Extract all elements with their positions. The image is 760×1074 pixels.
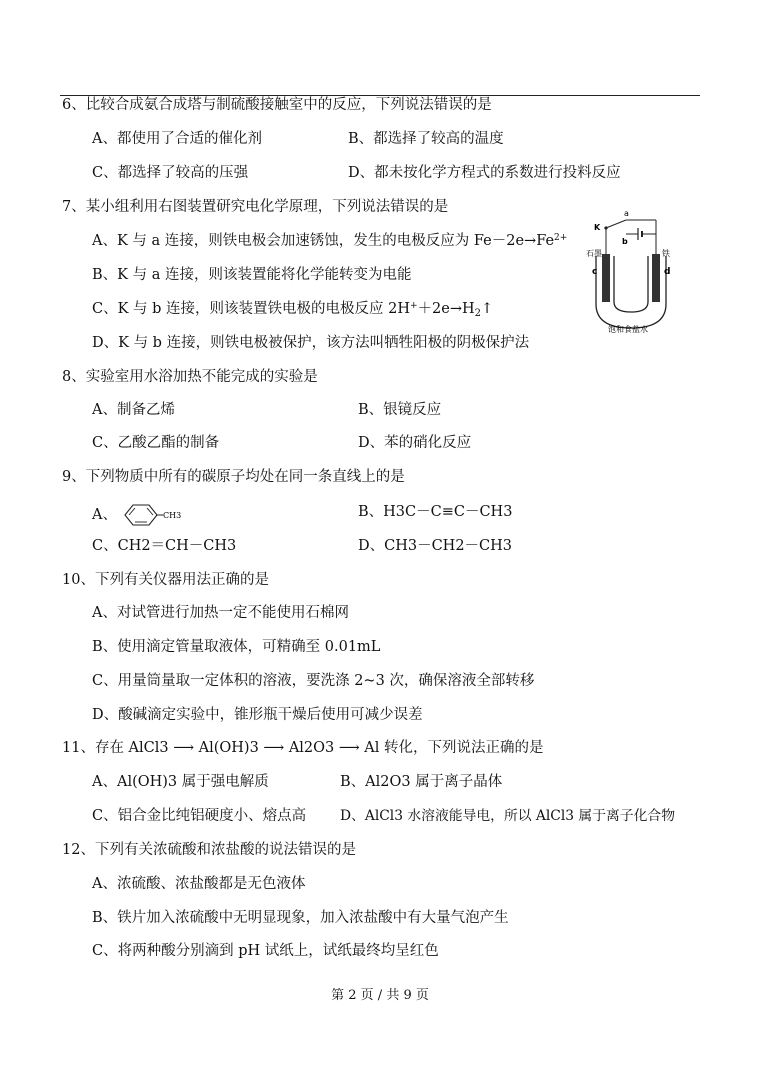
- q6-stem: 6、比较合成氨合成塔与制硫酸接触室中的反应，下列说法错误的是: [62, 97, 492, 113]
- q10-stem: 10、下列有关仪器用法正确的是: [62, 572, 269, 588]
- electrochem-cell-diagram: [586, 204, 696, 334]
- q9-option-c: C、CH2＝CH－CH3: [92, 538, 237, 554]
- q8-option-c: C、乙酸乙酯的制备: [92, 435, 220, 451]
- q7-option-a: A、K 与 a 连接，则铁电极会加速锈蚀，发生的电极反应为 $Fe-2e\to Fe^{2+}$: [92, 233, 568, 249]
- q12-option-b: B、铁片加入浓硫酸中无明显现象，加入浓盐酸中有大量气泡产生: [92, 910, 509, 926]
- switch-lever: [606, 220, 626, 228]
- q7-option-d: D、K 与 b 连接，则铁电极被保护，该方法叫牺牲阳极的阴极保护法: [92, 335, 530, 351]
- methyl-label: CH3: [162, 511, 182, 520]
- q11-stem: 11、存在 AlCl3 ⟶ Al(OH)3 ⟶ Al2O3 ⟶ Al 转化，下列说法正确的是: [62, 740, 544, 756]
- electrode-label-d: d: [664, 267, 671, 277]
- q11-option-d: D、AlCl3 水溶液能导电，所以 AlCl3 属于离子化合物: [340, 808, 676, 824]
- q9-option-b: B、H3C－C≡C－CH3: [358, 504, 513, 520]
- u-tube-inner: [614, 256, 648, 312]
- q6-option-b: B、都选择了较高的温度: [348, 131, 504, 147]
- iron-electrode: [652, 254, 660, 302]
- q7-stem: 7、某小组利用右图装置研究电化学原理，下列说法错误的是: [62, 199, 449, 215]
- q9-stem: 9、下列物质中所有的碳原子均处在同一条直线上的是: [62, 469, 405, 485]
- toluene-structure: [117, 502, 187, 528]
- q8-option-d: D、苯的硝化反应: [358, 435, 472, 451]
- electrode-label-c: c: [592, 267, 598, 277]
- q10-option-c: C、用量筒量取一定体积的溶液，要洗涤 2~3 次，确保溶液全部转移: [92, 673, 535, 689]
- q6-option-a: A、都使用了合适的催化剂: [92, 131, 262, 147]
- q8-stem: 8、实验室用水浴加热不能完成的实验是: [62, 369, 318, 385]
- switch-label-a: a: [624, 209, 629, 218]
- q11-option-b: B、Al2O3 属于离子晶体: [340, 774, 503, 790]
- q10-option-d: D、酸碱滴定实验中，锥形瓶干燥后使用可减少误差: [92, 707, 423, 723]
- switch-label-b: b: [622, 237, 628, 246]
- q11-option-c: C、铝合金比纯铝硬度小、熔点高: [92, 808, 307, 824]
- q11-option-a: A、Al(OH)3 属于强电解质: [92, 774, 269, 790]
- q12-stem: 12、下列有关浓硫酸和浓盐酸的说法错误的是: [62, 842, 356, 858]
- q6-option-c: C、都选择了较高的压强: [92, 165, 249, 181]
- q9-option-a: A、 CH3: [92, 502, 187, 528]
- solution-caption: 饱和食盐水: [608, 325, 648, 334]
- q7-option-b: B、K 与 a 连接，则该装置能将化学能转变为电能: [92, 267, 412, 283]
- q12-option-c: C、将两种酸分别滴到 pH 试纸上，试纸最终均呈红色: [92, 943, 439, 959]
- q10-option-a: A、对试管进行加热一定不能使用石棉网: [92, 605, 349, 621]
- page-footer: 第 2 页 / 共 9 页: [331, 988, 429, 1003]
- graphite-label: 石墨: [586, 249, 602, 258]
- q12-option-a: A、浓硫酸、浓盐酸都是无色液体: [92, 876, 306, 892]
- q7-option-c: C、K 与 b 连接，则该装置铁电极的电极反应 $2H^++2e\to H_2↑$: [92, 301, 494, 319]
- q10-option-b: B、使用滴定管量取液体，可精确至 0.01mL: [92, 639, 381, 655]
- graphite-electrode: [602, 254, 610, 302]
- switch-label-k: K: [594, 223, 601, 232]
- q8-option-b: B、银镜反应: [358, 402, 442, 418]
- q6-option-d: D、都未按化学方程式的系数进行投料反应: [348, 165, 621, 181]
- iron-label: 铁: [662, 249, 670, 258]
- q8-option-a: A、制备乙烯: [92, 402, 175, 418]
- q9-option-d: D、CH3－CH2－CH3: [358, 538, 513, 554]
